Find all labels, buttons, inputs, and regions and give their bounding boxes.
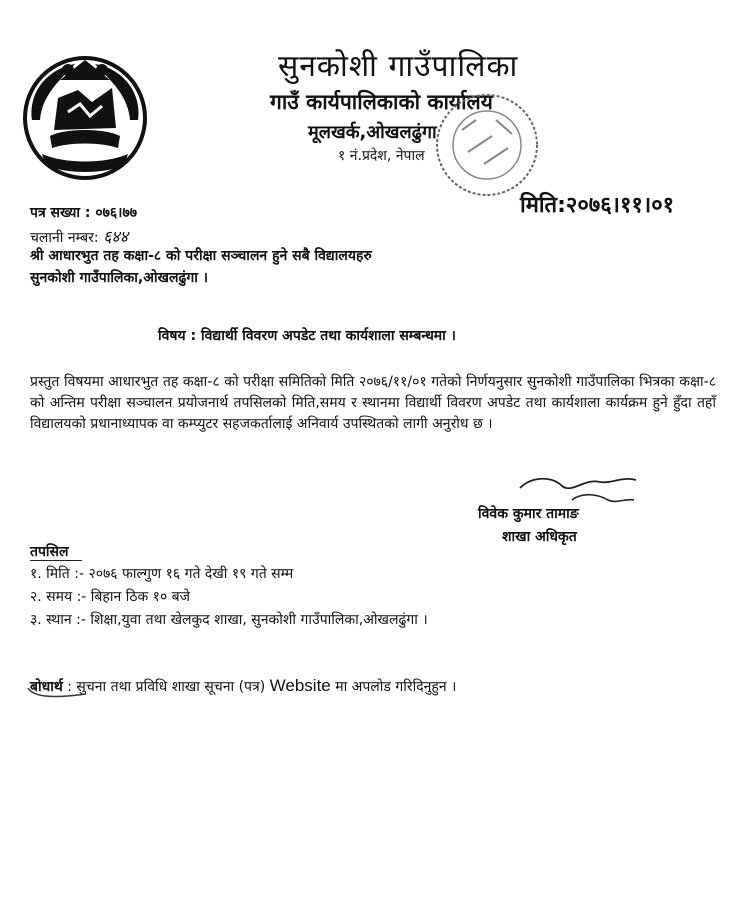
letter-date-value: २०७६।११।०१	[565, 193, 675, 218]
details-item-date: १. मिति :- २०७६ फाल्गुण १६ गते देखी १९ गते सम्म	[30, 566, 294, 582]
details-heading-underline	[30, 560, 82, 561]
details-item-time: २. समय :- बिहान ठिक १० बजे	[30, 589, 191, 605]
office-stamp-icon	[432, 90, 542, 200]
letter-date-label: मिति:	[520, 193, 566, 218]
office-address: मूलखर्क,ओखलढुंगा	[308, 122, 437, 143]
details-heading: तपसिल	[30, 544, 69, 560]
letter-body: प्रस्तुत विषयमा आधारभुत तह कक्षा-८ को परीक्षा समितिको मिति २०७६/११/०१ गतेको निर्णयनुसार सुनकोशी गाउँपालिका भित्रका कक्षा-८ को अन्तिम परीक्षा सञ्चालन प्रयोजनार्थ तपसिलको मिति,समय र स्थानमा विद्यार्थी विवरण अपडेट तथा कार्यशाला कार्यक्रम हुने हुँदा तहाँ विद्यालयको प्रधानाध्यापक वा कम्प्युटर सहजकर्तालाई अनिवार्य उपस्थितको लागी अनुरोध छ ।	[30, 374, 716, 432]
recipient-line-1: श्री आधारभुत तह कक्षा-८ को परीक्षा सञ्चालन हुने सबै विद्यालयहरु	[30, 248, 372, 264]
dispatch-number-value: ६४४	[103, 227, 129, 246]
signer-designation: शाखा अधिकृत	[502, 529, 577, 545]
carbon-copy-text: : सुचना तथा प्रविधि शाखा सूचना (पत्र)	[67, 679, 266, 695]
letter-subject: विषय : विद्यार्थी विवरण अपडेट तथा कार्यशाला सम्बन्धमा ।	[158, 328, 456, 344]
dispatch-number	[30, 225, 128, 247]
handwritten-underline-icon	[26, 676, 106, 700]
details-item-venue: ३. स्थान :- शिक्षा,युवा तथा खेलकुद शाखा, सुनकोशी गाउँपालिका,ओखलढुंगा ।	[30, 612, 428, 628]
letter-number-value: : ०७६।७७	[84, 205, 138, 221]
carbon-copy-text-end: मा अपलोड गरिदिनुहुन ।	[335, 679, 457, 695]
organization-name: सुनकोशी गाउँपालिका	[278, 49, 519, 84]
carbon-copy-website: Website	[269, 676, 331, 695]
letter-number	[30, 203, 137, 222]
dispatch-number-label: चलानी नम्बर:	[30, 230, 99, 246]
signer-name: विवेक कुमार तामाङ	[478, 506, 579, 522]
office-name: गाउँ कार्यपालिकाको कार्यालय	[270, 90, 493, 114]
letter-date	[520, 189, 674, 219]
recipient-line-2: सुनकोशी गाउँपालिका,ओखलढुंगा ।	[30, 270, 209, 286]
carbon-copy-label: बोधार्थ	[30, 679, 63, 695]
government-emblem-icon	[20, 50, 150, 180]
letter-number-label: पत्र सख्या	[30, 205, 80, 221]
office-province: १ नं.प्रदेश, नेपाल	[338, 148, 425, 164]
